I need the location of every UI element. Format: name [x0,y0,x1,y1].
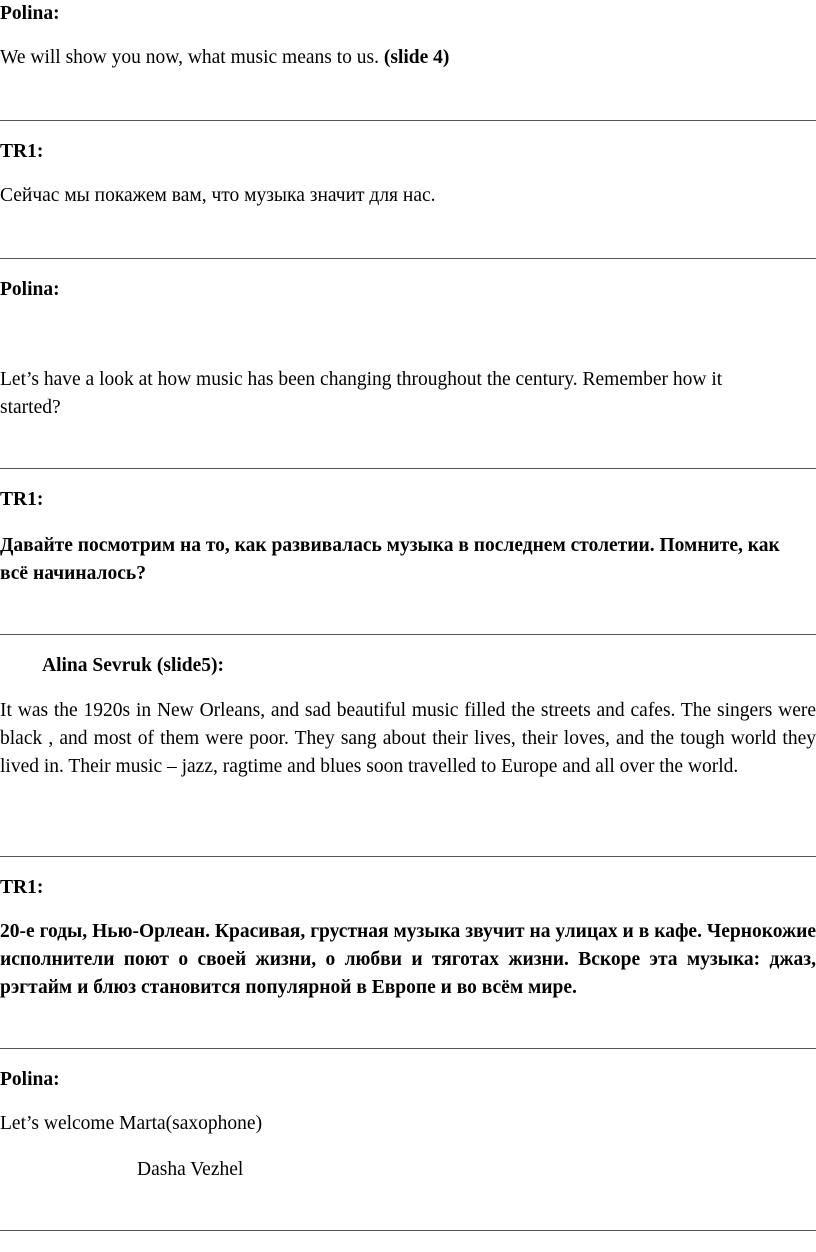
speaker-label: Alina Sevruk (slide5): [42,655,225,676]
performer-name: Dasha Vezhel [137,1159,244,1180]
divider [0,258,816,259]
speaker-label: Polina: [0,1069,60,1090]
speaker-label: TR1: [0,141,44,162]
dialogue-text: Let’s welcome Marta(saxophone) [0,1113,263,1134]
divider [0,1230,816,1231]
speaker-label: Polina: [0,3,60,24]
divider [0,1048,816,1049]
dialogue-text: Сейчас мы покажем вам, что музыка значит для нас. [0,185,436,206]
divider [0,856,816,857]
speaker-label: Polina: [0,279,60,300]
slide-reference: (slide 4) [383,47,450,68]
dialogue-text [0,44,816,72]
speaker-label: TR1: [0,489,44,510]
dialogue-text: It was the 1920s in New Orleans, and sad beautiful music filled the streets and cafes. The singers were black , and most of them were poor. They sang about their lives, their loves, and the tough world they lived in. Their music – jazz, ragtime and blues soon travelled to Europe and all over the world. [0,700,816,777]
speaker-label: TR1: [0,877,44,898]
divider [0,120,816,121]
dialogue-text: Let’s have a look at how music has been changing throughout the century. Remember how it started? [0,369,723,418]
dialogue-text: 20-е годы, Нью-Орлеан. Красивая, грустная музыка звучит на улицах и в кафе. Чернокожие исполнители поют о своей жизни, о любви и тяготах жизни. Вскоре эта музыка: джаз, рэгтайм и блюз становится популярной в Европе и во всём мире. [0,921,816,998]
dialogue-text-main: We will show you now, what music means to us. [0,47,384,68]
divider [0,468,816,469]
dialogue-text: Давайте посмотрим на то, как развивалась музыка в последнем столетии. Помните, как всё начиналось? [0,535,780,584]
divider [0,634,816,635]
